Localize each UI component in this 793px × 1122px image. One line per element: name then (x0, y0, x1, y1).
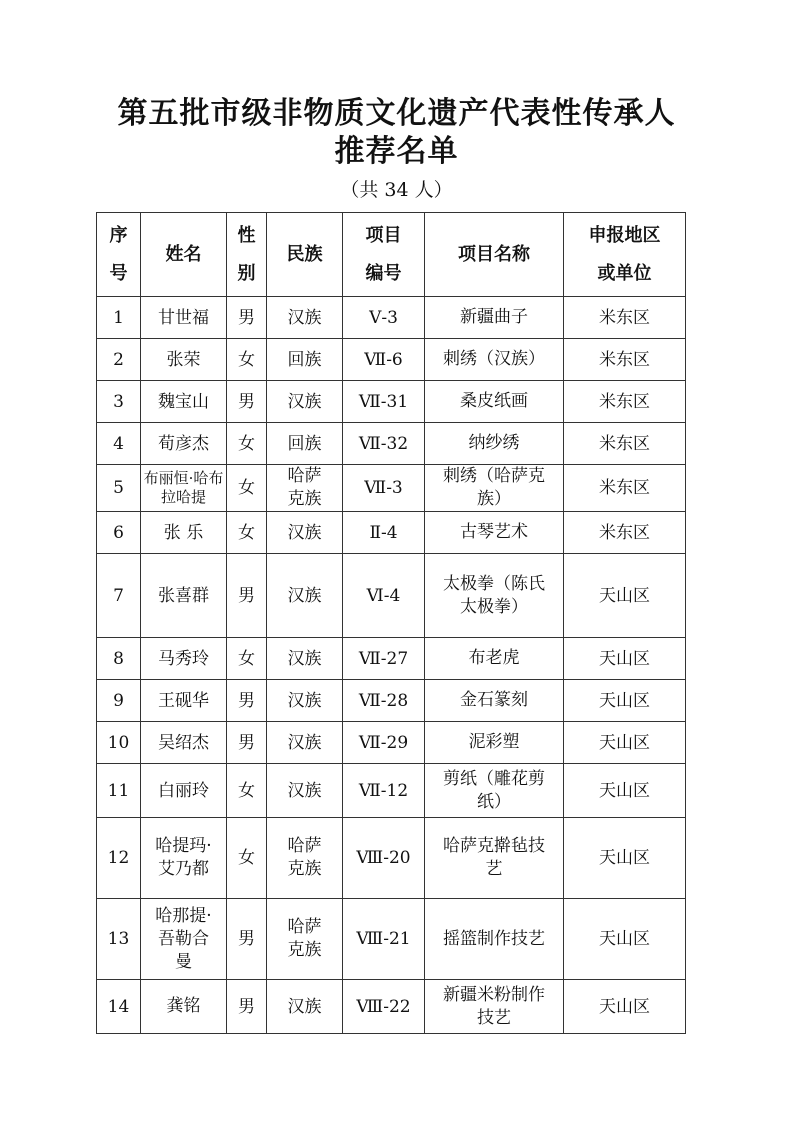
nominee-ethnicity: 汉族 (267, 680, 343, 722)
nominee-name: 张 乐 (141, 512, 227, 554)
nominee-ethnicity: 汉族 (267, 297, 343, 339)
project-code: Ⅷ-20 (343, 818, 425, 899)
nominee-name: 哈那提·吾勒合曼 (141, 899, 227, 980)
nominee-region: 天山区 (564, 980, 686, 1034)
table-row (97, 722, 686, 764)
nominee-ethnicity: 汉族 (267, 381, 343, 423)
nominee-gender: 男 (227, 722, 267, 764)
nominee-region: 米东区 (564, 465, 686, 512)
nominee-ethnicity: 回族 (267, 423, 343, 465)
table-row (97, 764, 686, 818)
nominee-gender: 男 (227, 680, 267, 722)
nominee-region: 天山区 (564, 638, 686, 680)
project-code: Ⅶ-12 (343, 764, 425, 818)
nominee-gender: 女 (227, 512, 267, 554)
project-name: 桑皮纸画 (425, 381, 564, 423)
nominee-gender: 男 (227, 381, 267, 423)
header-ethnicity: 民族 (267, 213, 343, 297)
nominee-region: 天山区 (564, 899, 686, 980)
header-gender: 性别 (227, 213, 267, 297)
nominee-region: 天山区 (564, 764, 686, 818)
project-code: Ⅵ-4 (343, 554, 425, 638)
nominee-ethnicity: 回族 (267, 339, 343, 381)
row-number: 4 (97, 423, 141, 465)
nominee-region: 米东区 (564, 381, 686, 423)
header-code: 项目编号 (343, 213, 425, 297)
nominee-ethnicity: 哈萨克族 (267, 818, 343, 899)
nominee-name: 荀彦杰 (141, 423, 227, 465)
nominee-gender: 男 (227, 980, 267, 1034)
table-row (97, 339, 686, 381)
project-name: 布老虎 (425, 638, 564, 680)
table-row (97, 899, 686, 980)
nominee-region: 米东区 (564, 339, 686, 381)
nominee-name: 魏宝山 (141, 381, 227, 423)
nominee-region: 天山区 (564, 722, 686, 764)
nominee-name: 张喜群 (141, 554, 227, 638)
nominee-name: 龚铭 (141, 980, 227, 1034)
project-name: 新疆米粉制作技艺 (425, 980, 564, 1034)
row-number: 1 (97, 297, 141, 339)
nominee-ethnicity: 汉族 (267, 980, 343, 1034)
row-number: 14 (97, 980, 141, 1034)
nominee-table (96, 212, 686, 1034)
nominee-gender: 女 (227, 423, 267, 465)
table-row (97, 818, 686, 899)
nominee-name: 王砚华 (141, 680, 227, 722)
nominee-name: 布丽恒·哈布拉哈提 (141, 465, 227, 512)
nominee-name: 张荣 (141, 339, 227, 381)
nominee-region: 天山区 (564, 554, 686, 638)
project-code: Ⅴ-3 (343, 297, 425, 339)
nominee-region: 米东区 (564, 512, 686, 554)
document-title: 第五批市级非物质文化遗产代表性传承人 (117, 96, 676, 131)
nominee-gender: 女 (227, 764, 267, 818)
table-row (97, 980, 686, 1034)
nominee-ethnicity: 汉族 (267, 722, 343, 764)
row-number: 5 (97, 465, 141, 512)
table-row (97, 638, 686, 680)
row-number: 9 (97, 680, 141, 722)
header-row (97, 213, 686, 297)
nominee-region: 天山区 (564, 680, 686, 722)
table-row (97, 512, 686, 554)
project-name: 古琴艺术 (425, 512, 564, 554)
nominee-name: 吴绍杰 (141, 722, 227, 764)
row-number: 7 (97, 554, 141, 638)
project-name: 刺绣（哈萨克族） (425, 465, 564, 512)
row-number: 3 (97, 381, 141, 423)
nominee-gender: 女 (227, 339, 267, 381)
nominee-name: 马秀玲 (141, 638, 227, 680)
nominee-gender: 女 (227, 638, 267, 680)
project-name: 金石篆刻 (425, 680, 564, 722)
project-code: Ⅱ-4 (343, 512, 425, 554)
project-code: Ⅶ-29 (343, 722, 425, 764)
header-project: 项目名称 (425, 213, 564, 297)
table-row (97, 554, 686, 638)
header-no: 序号 (97, 213, 141, 297)
table-row (97, 297, 686, 339)
project-code: Ⅷ-22 (343, 980, 425, 1034)
project-name: 哈萨克擀毡技艺 (425, 818, 564, 899)
nominee-region: 天山区 (564, 818, 686, 899)
project-name: 纳纱绣 (425, 423, 564, 465)
project-code: Ⅶ-3 (343, 465, 425, 512)
nominee-ethnicity: 汉族 (267, 554, 343, 638)
table-row (97, 465, 686, 512)
total-count: （共 34 人） (340, 179, 453, 201)
nominee-ethnicity: 汉族 (267, 512, 343, 554)
nominee-ethnicity: 哈萨克族 (267, 899, 343, 980)
project-name: 泥彩塑 (425, 722, 564, 764)
row-number: 8 (97, 638, 141, 680)
nominee-region: 米东区 (564, 423, 686, 465)
project-name: 太极拳（陈氏太极拳） (425, 554, 564, 638)
project-name: 剪纸（雕花剪纸） (425, 764, 564, 818)
nominee-name: 甘世福 (141, 297, 227, 339)
project-name: 摇篮制作技艺 (425, 899, 564, 980)
table-row (97, 680, 686, 722)
table-row (97, 381, 686, 423)
document-subtitle: 推荐名单 (334, 134, 459, 169)
header-region: 申报地区或单位 (564, 213, 686, 297)
nominee-ethnicity: 汉族 (267, 638, 343, 680)
row-number: 10 (97, 722, 141, 764)
project-code: Ⅶ-31 (343, 381, 425, 423)
nominee-gender: 男 (227, 297, 267, 339)
nominee-name: 哈提玛·艾乃都 (141, 818, 227, 899)
project-name: 刺绣（汉族） (425, 339, 564, 381)
row-number: 13 (97, 899, 141, 980)
nominee-gender: 女 (227, 818, 267, 899)
nominee-gender: 女 (227, 465, 267, 512)
row-number: 6 (97, 512, 141, 554)
row-number: 11 (97, 764, 141, 818)
nominee-ethnicity: 汉族 (267, 764, 343, 818)
table-row (97, 423, 686, 465)
nominee-ethnicity: 哈萨克族 (267, 465, 343, 512)
nominee-region: 米东区 (564, 297, 686, 339)
project-code: Ⅶ-6 (343, 339, 425, 381)
row-number: 2 (97, 339, 141, 381)
project-code: Ⅶ-27 (343, 638, 425, 680)
project-name: 新疆曲子 (425, 297, 564, 339)
nominee-gender: 男 (227, 554, 267, 638)
project-code: Ⅶ-28 (343, 680, 425, 722)
project-code: Ⅷ-21 (343, 899, 425, 980)
project-code: Ⅶ-32 (343, 423, 425, 465)
row-number: 12 (97, 818, 141, 899)
nominee-gender: 男 (227, 899, 267, 980)
header-name: 姓名 (141, 213, 227, 297)
nominee-name: 白丽玲 (141, 764, 227, 818)
